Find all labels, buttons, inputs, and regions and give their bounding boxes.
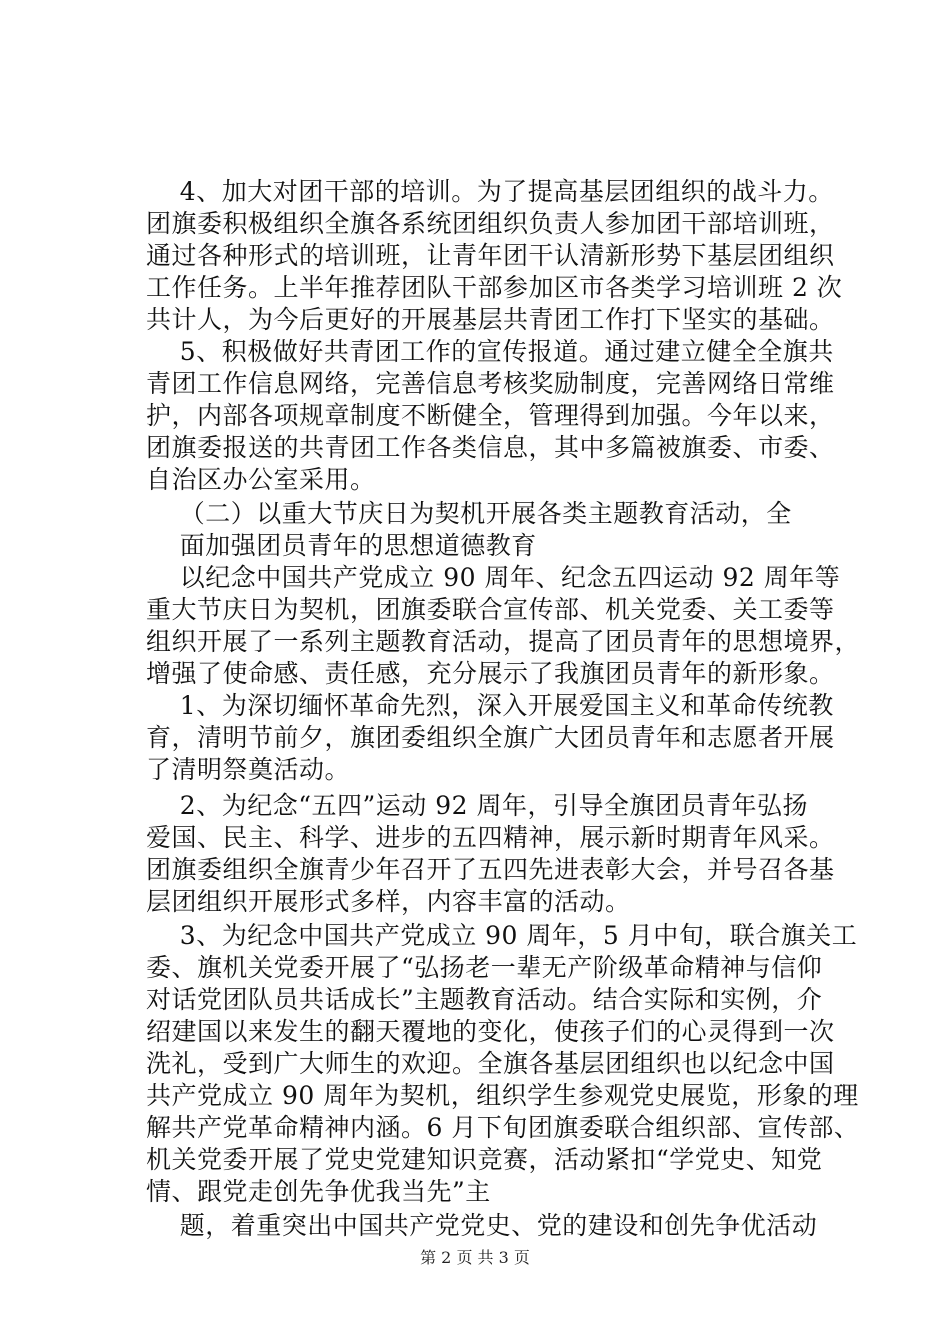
text-line: 工作任务。上半年推荐团队干部参加区市各类学习培训班 2 次 [146, 273, 843, 302]
text-line: 1、为深切缅怀革命先烈，深入开展爱国主义和革命传统教 [146, 691, 834, 720]
text-line: 以纪念中国共产党成立 90 周年、纪念五四运动 92 周年等 [146, 563, 841, 592]
text-line: 情、跟党走创先争优我当先”主 [146, 1177, 491, 1206]
text-line: 2、为纪念“五四”运动 92 周年，引导全旗团员青年弘扬 [146, 791, 808, 820]
text-line: 青团工作信息网络，完善信息考核奖励制度，完善网络日常维 [146, 369, 835, 398]
text-line: 对话党团队员共话成长”主题教育活动。结合实际和实例，介 [146, 985, 823, 1014]
text-line: 组织开展了一系列主题教育活动，提高了团员青年的思想境界， [146, 627, 861, 656]
section-heading: 面加强团员青年的思想道德教育 [146, 531, 537, 560]
text-line: 共计人，为今后更好的开展基层共青团工作打下坚实的基础。 [146, 305, 835, 334]
text-line: 洗礼，受到广大师生的欢迎。全旗各基层团组织也以纪念中国 [146, 1049, 835, 1078]
text-line: 3、为纪念中国共产党成立 90 周年，5 月中旬，联合旗关工 [146, 921, 858, 950]
text-line: 题，着重突出中国共产党党史、党的建设和创先争优活动 [146, 1211, 818, 1240]
text-line: 团旗委组织全旗青少年召开了五四先进表彰大会，并号召各基 [146, 855, 835, 884]
text-line: 了清明祭奠活动。 [146, 755, 351, 784]
text-line: 团旗委积极组织全旗各系统团组织负责人参加团干部培训班， [146, 209, 835, 238]
text-line: 通过各种形式的培训班，让青年团干认清新形势下基层团组织 [146, 241, 835, 270]
text-line: 4、加大对团干部的培训。为了提高基层团组织的战斗力。 [146, 177, 834, 206]
page-footer: 第 2 页 共 3 页 [420, 1248, 530, 1267]
text-line: 重大节庆日为契机，团旗委联合宣传部、机关党委、关工委等 [146, 595, 835, 624]
text-line: 育，清明节前夕，旗团委组织全旗广大团员青年和志愿者开展 [146, 723, 835, 752]
text-line: 增强了使命感、责任感，充分展示了我旗团员青年的新形象。 [146, 659, 835, 688]
text-line: 机关党委开展了党史党建知识竞赛，活动紧扣“学党史、知党 [146, 1145, 823, 1174]
text-line: 5、积极做好共青团工作的宣传报道。通过建立健全全旗共 [146, 337, 834, 366]
text-line: 层团组织开展形式多样，内容丰富的活动。 [146, 887, 631, 916]
text-line: 解共产党革命精神内涵。6 月下旬团旗委联合组织部、宣传部、 [146, 1113, 860, 1142]
text-line: 自治区办公室采用。 [146, 465, 376, 494]
text-line: 爱国、民主、科学、进步的五四精神，展示新时期青年风采。 [146, 823, 835, 852]
text-line: 绍建国以来发生的翻天覆地的变化，使孩子们的心灵得到一次 [146, 1017, 835, 1046]
text-line: 委、旗机关党委开展了“弘扬老一辈无产阶级革命精神与信仰 [146, 953, 823, 982]
text-line: 护，内部各项规章制度不断健全，管理得到加强。今年以来， [146, 401, 835, 430]
text-line: 团旗委报送的共青团工作各类信息，其中多篇被旗委、市委、 [146, 433, 835, 462]
text-line: 共产党成立 90 周年为契机，组织学生参观党史展览，形象的理 [146, 1081, 859, 1110]
section-heading: （二）以重大节庆日为契机开展各类主题教育活动，全 [146, 499, 792, 528]
